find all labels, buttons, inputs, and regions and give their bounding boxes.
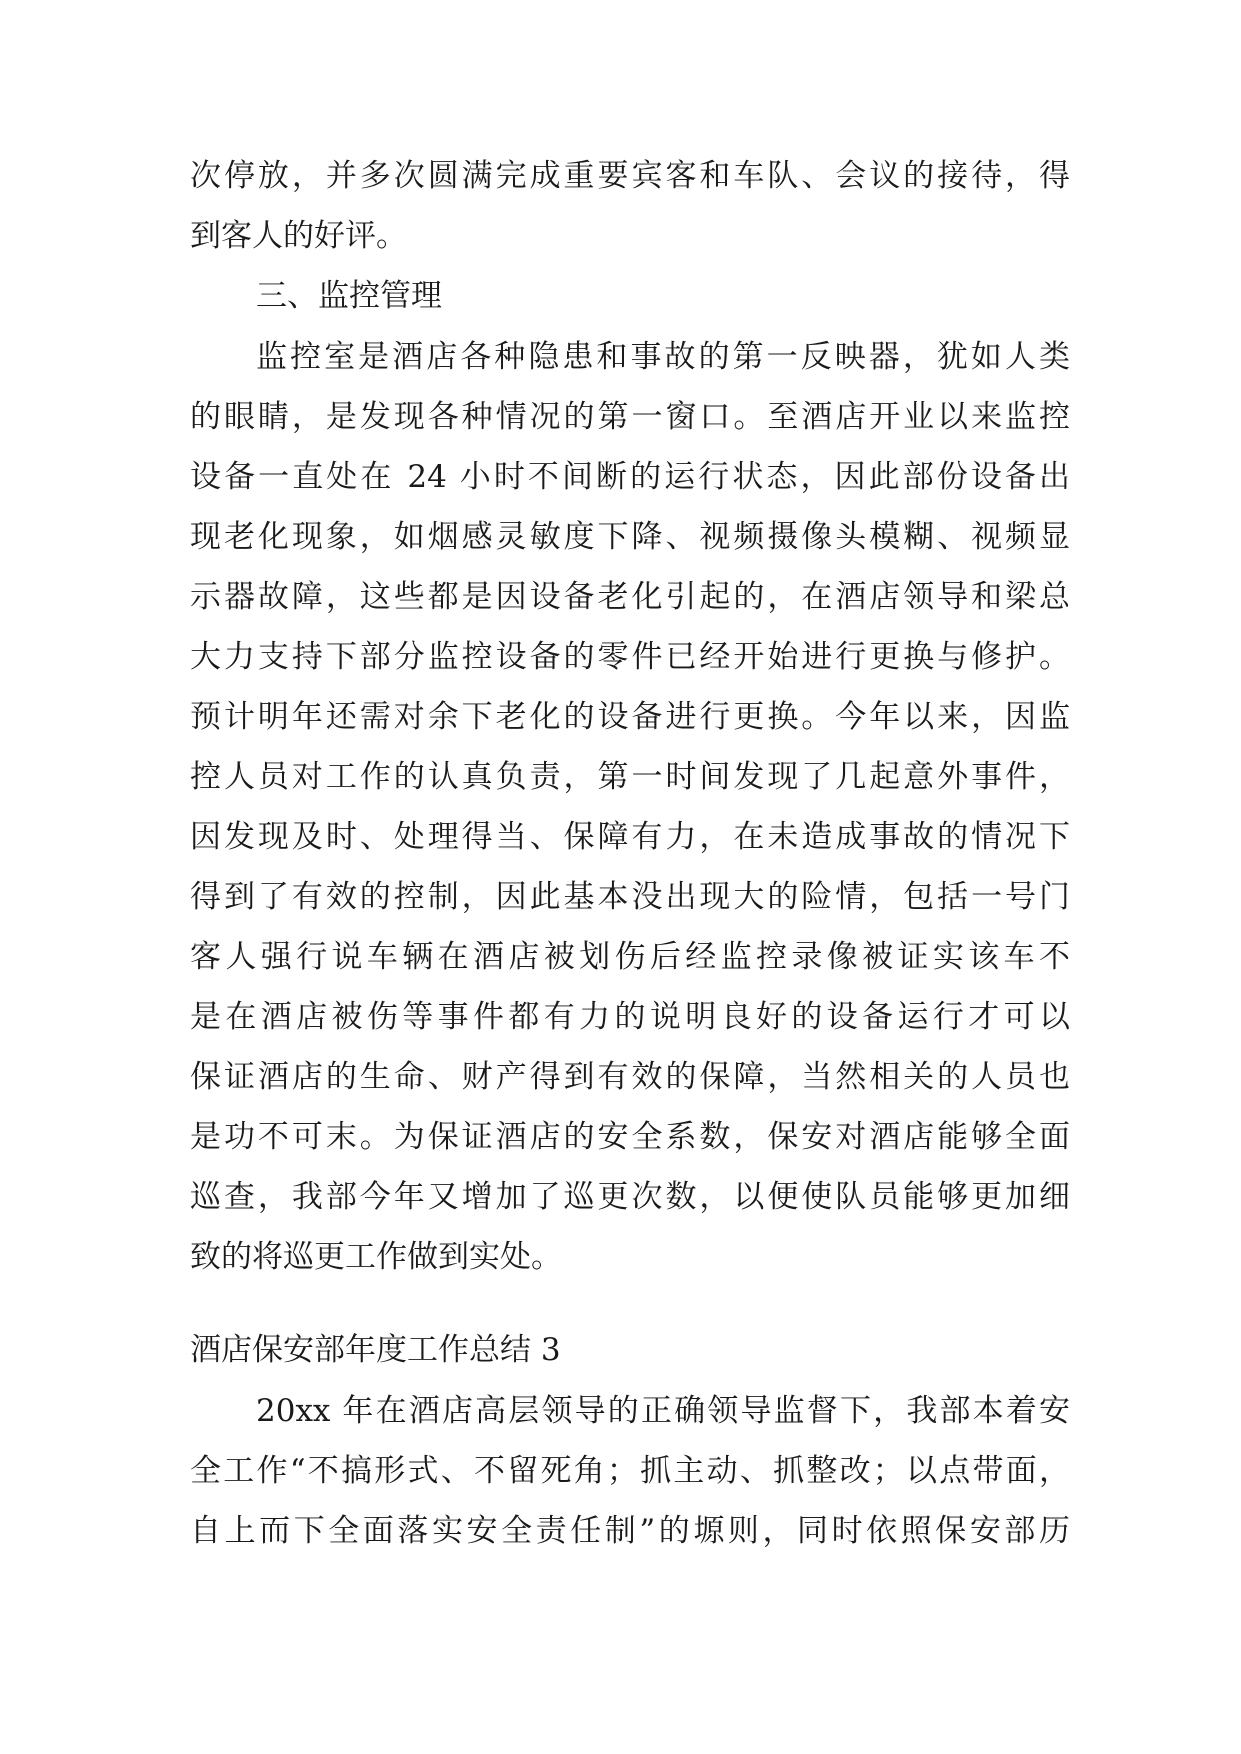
paragraph-monitoring xyxy=(190,327,1070,1287)
paragraph-line: 致的将巡更工作做到实处。 xyxy=(190,1239,562,1275)
paragraph-line: 大力支持下部分监控设备的零件已经开始进行更换与修护。 xyxy=(190,639,1070,675)
paragraph-summary xyxy=(190,1381,1070,1561)
document-title-text: 酒店保安部年度工作总结 3 xyxy=(190,1332,561,1368)
paragraph-line: 全工作“不搞形式、不留死角；抓主动、抓整改；以点带面， xyxy=(190,1453,1070,1489)
section-heading xyxy=(190,266,1070,326)
paragraph-line: 保证酒店的生命、财产得到有效的保障，当然相关的人员也 xyxy=(190,1059,1070,1095)
paragraph-line: 因发现及时、处理得当、保障有力，在未造成事故的情况下 xyxy=(190,819,1070,855)
paragraph-line: 示器故障，这些都是因设备老化引起的，在酒店领导和梁总 xyxy=(190,579,1070,615)
paragraph-line: 次停放，并多次圆满完成重要宾客和车队、会议的接待，得 xyxy=(190,158,1070,194)
paragraph-line: 自上而下全面落实安全责任制”的塬则，同时依照保安部历 xyxy=(190,1513,1070,1549)
paragraph-line: 是在酒店被伤等事件都有力的说明良好的设备运行才可以 xyxy=(190,999,1070,1035)
paragraph-line: 得到了有效的控制，因此基本没出现大的险情，包括一号门 xyxy=(190,879,1070,915)
document-title xyxy=(190,1320,1070,1380)
paragraph-line: 的眼睛，是发现各种情况的第一窗口。至酒店开业以来监控 xyxy=(190,399,1070,435)
paragraph-continued xyxy=(190,146,1070,266)
paragraph-line: 设备一直处在 24 小时不间断的运行状态，因此部份设备出 xyxy=(190,459,1070,495)
paragraph-line: 到客人的好评。 xyxy=(190,218,407,254)
paragraph-line: 客人强行说车辆在酒店被划伤后经监控录像被证实该车不 xyxy=(190,939,1070,975)
paragraph-line: 预计明年还需对余下老化的设备进行更换。今年以来，因监 xyxy=(190,699,1070,735)
paragraph-line: 现老化现象，如烟感灵敏度下降、视频摄像头模糊、视频显 xyxy=(190,519,1070,555)
paragraph-line: 巡查，我部今年又增加了巡更次数，以便使队员能够更加细 xyxy=(190,1179,1070,1215)
paragraph-line: 是功不可末。为保证酒店的安全系数，保安对酒店能够全面 xyxy=(190,1119,1070,1155)
paragraph-line: 20xx 年在酒店高层领导的正确领导监督下，我部本着安 xyxy=(256,1393,1070,1429)
paragraph-line: 监控室是酒店各种隐患和事故的第一反映器，犹如人类 xyxy=(256,339,1070,375)
paragraph-line: 控人员对工作的认真负责，第一时间发现了几起意外事件， xyxy=(190,759,1070,795)
section-heading-text: 三、监控管理 xyxy=(256,278,442,314)
